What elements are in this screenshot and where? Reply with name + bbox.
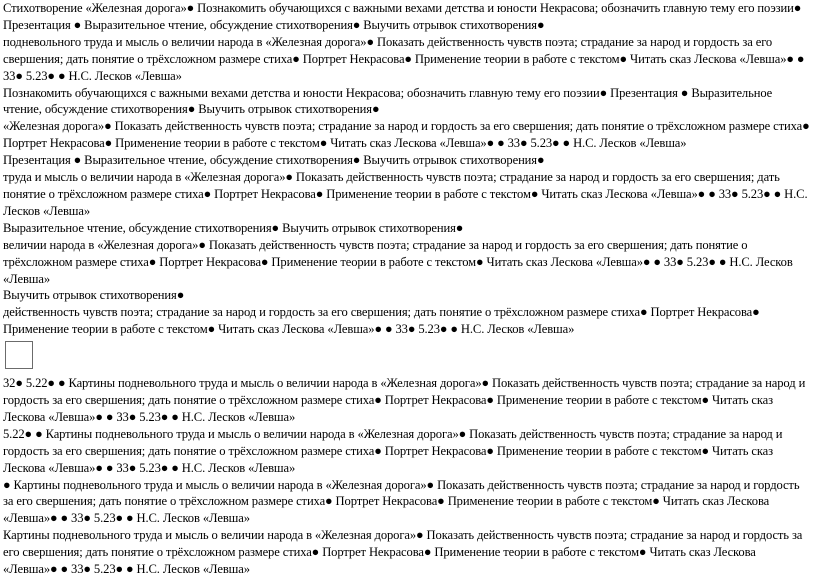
text-paragraph: действенность чувств поэта; страдание за народ и гордость за его свершения; дать понятие о трёхсложном размере стиха● Портрет Некрасова● Применение теории в работе с текстом● Читать сказ Лескова «Левша»● ● 33● 5.23● ● Н.С. Лесков «Левша» [3, 305, 760, 337]
text-paragraph: «Железная дорога»● Показать действенность чувств поэта; страдание за народ и гордость за его свершения; дать понятие о трёхсложном размере стиха● Портрет Некрасова● Применение теории в работе с текстом● Читать сказ Лескова «Левша»● ● 33● 5.23● ● Н.С. Лесков «Левша» [3, 119, 810, 151]
text-paragraph: Выучить отрывок стихотворения● [3, 288, 185, 303]
document-page [3, 0, 811, 578]
text-paragraph: 32● 5.22● ● Картины подневольного труда и мысль о величии народа в «Железная дорога»● Показать действенность чувств поэта; страдание за народ и гордость за его свершения; дать понятие о трёхсложном размере стиха● Портрет Некрасова● Применение теории в работе с текстом● Читать сказ Лескова «Левша»● ● 33● 5.23● ● Н.С. Лесков «Левша» [3, 376, 806, 424]
text-paragraph: Презентация ● Выразительное чтение, обсуждение стихотворения● Выучить отрывок стихотворения● [3, 153, 545, 168]
text-paragraph: ● Картины подневольного труда и мысль о величии народа в «Железная дорога»● Показать действенность чувств поэта; страдание за народ и гордость за его свершения; дать понятие о трёхсложном размере стиха● Портрет Некрасова● Применение теории в работе с текстом● Читать сказ Лескова «Левша»● ● 33● 5.23● ● Н.С. Лесков «Левша» [3, 477, 800, 526]
text-paragraph: Стихотворение «Железная дорога»● Познакомить обучающихся с важными вехами детства и юности Некрасова; обозначить главную тему его поэзии● Презентация ● Выразительное чтение, обсуждение стихотворения● Выучить отрывок стихотворения● [3, 1, 802, 32]
text-paragraph: труда и мысль о величии народа в «Железная дорога»● Показать действенность чувств поэта; страдание за народ и гордость за его свершения; дать понятие о трёхсложном размере стиха● Портрет Некрасова● Применение теории в работе с текстом● Читать сказ Лескова «Левша»● ● 33● 5.23● ● Н.С. Лесков «Левша» [3, 170, 808, 218]
text-paragraph: Выразительное чтение, обсуждение стихотворения● Выучить отрывок стихотворения● [3, 220, 464, 235]
text-paragraph: 5.22● ● Картины подневольного труда и мысль о величии народа в «Железная дорога»● Показать действенность чувств поэта; страдание за народ и гордость за его свершения; дать понятие о трёхсложном размере стиха● Портрет Некрасова● Применение теории в работе с текстом● Читать сказ Лескова «Левша»● ● 33● 5.23● ● Н.С. Лесков «Левша» [3, 426, 783, 475]
text-paragraph: величии народа в «Железная дорога»● Показать действенность чувств поэта; страдание за народ и гордость за его свершения; дать понятие о трёхсложном размере стиха● Портрет Некрасова● Применение теории в работе с текстом● Читать сказ Лескова «Левша»● ● 33● 5.23● ● Н.С. Лесков «Левша» [3, 237, 793, 286]
text-paragraph: подневольного труда и мысль о величии народа в «Железная дорога»● Показать действенность чувств поэта; страдание за народ и гордость за его свершения; дать понятие о трёхсложном размере стиха● Портрет Некрасова● Применение теории в работе с текстом● Читать сказ Лескова «Левша»● ● 33● 5.23● ● Н.С. Лесков «Левша» [3, 34, 805, 83]
text-paragraph: Картины подневольного труда и мысль о величии народа в «Железная дорога»● Показать действенность чувств поэта; страдание за народ и гордость за его свершения; дать понятие о трёхсложном размере стиха● Портрет Некрасова● Применение теории в работе с текстом● Читать сказ Лескова «Левша»● ● 33● 5.23● ● Н.С. Лесков «Левша» [3, 528, 803, 577]
empty-frame-box [5, 341, 33, 369]
text-paragraph: Познакомить обучающихся с важными вехами детства и юности Некрасова; обозначить главную тему его поэзии● Презентация ● Выразительное чтение, обсуждение стихотворения● Выучить отрывок стихотворения● [3, 85, 773, 117]
